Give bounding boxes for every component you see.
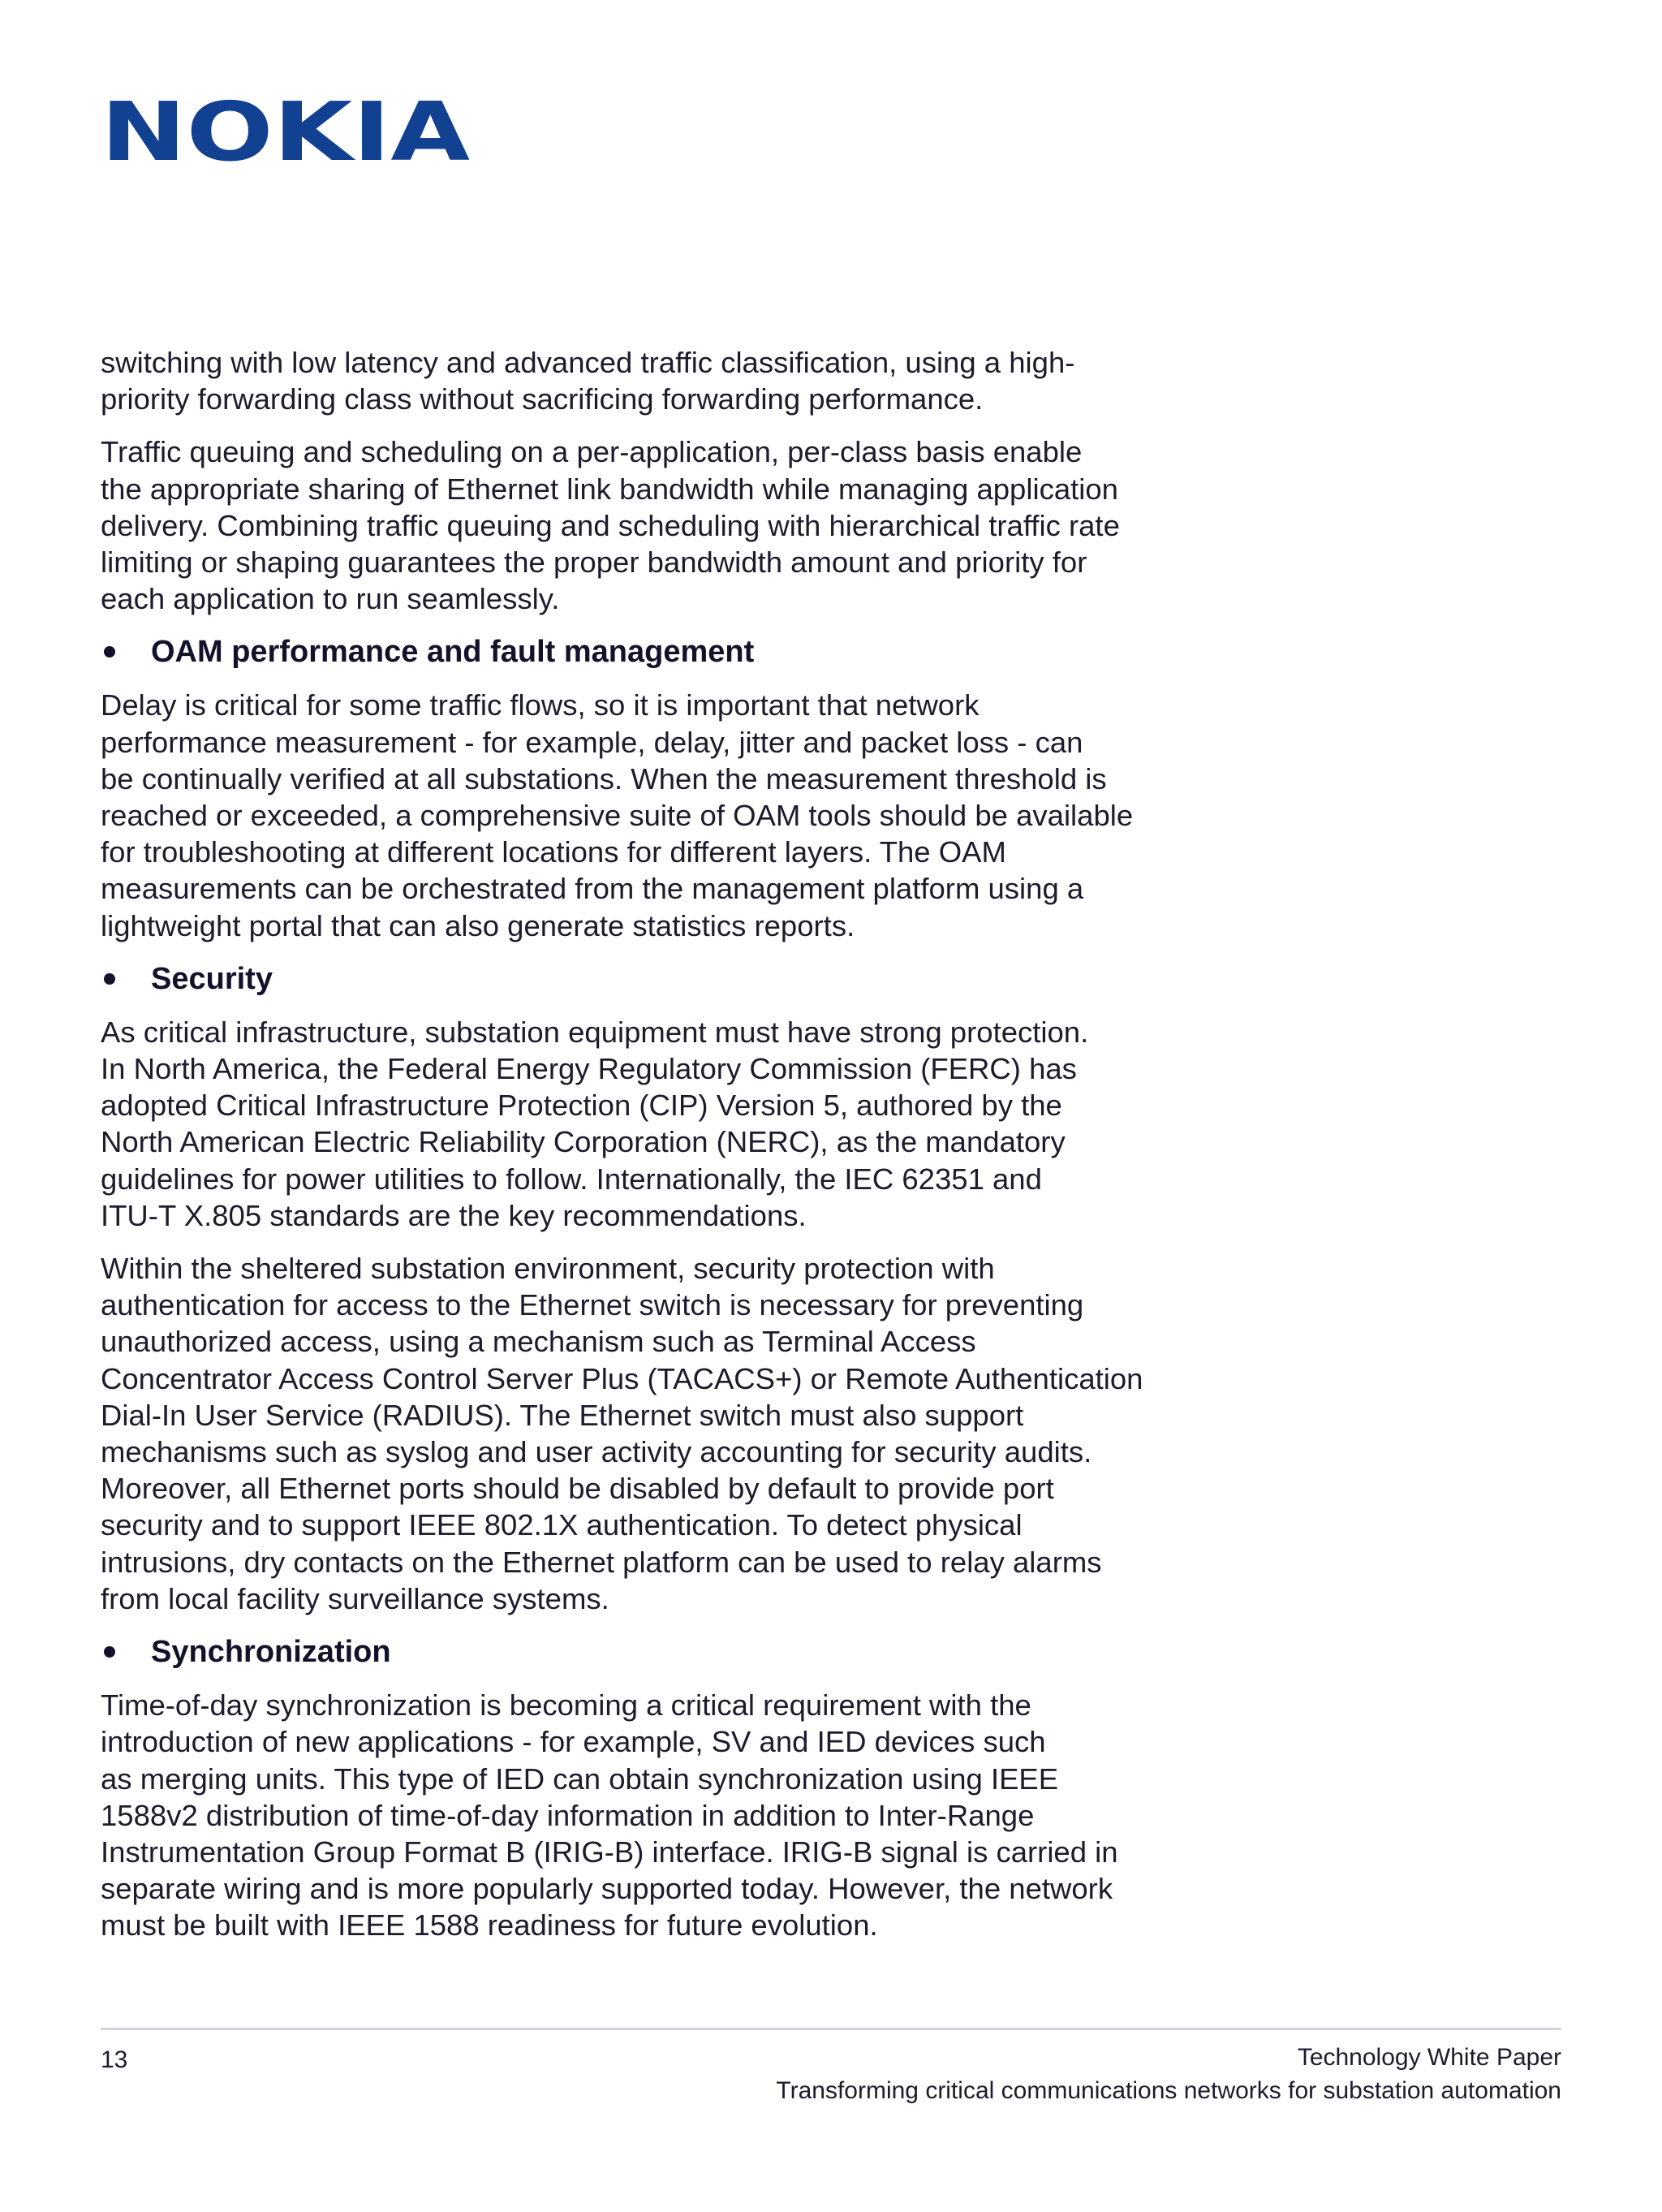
synchronization-heading-text: Synchronization xyxy=(151,1635,391,1670)
text-line: Instrumentation Group Format B (IRIG-B) interface. IRIG-B signal is carried in xyxy=(101,1835,1118,1869)
intro-paragraph xyxy=(101,344,1180,417)
text-line: introduction of new applications - for example, SV and IED devices such xyxy=(101,1725,1046,1759)
oam-heading xyxy=(101,633,1180,670)
text-line: as merging units. This type of IED can obtain synchronization using IEEE xyxy=(101,1761,1059,1796)
text-line: As critical infrastructure, substation equipment must have strong protection. xyxy=(101,1015,1089,1049)
nokia-logo-wordmark: NOKIA xyxy=(101,96,470,169)
security-paragraph-1 xyxy=(101,1014,1180,1234)
text-line: mechanisms such as syslog and user activity accounting for security audits. xyxy=(101,1435,1092,1469)
synchronization-heading xyxy=(101,1633,1180,1671)
text-line: security and to support IEEE 802.1X authentication. To detect physical xyxy=(101,1508,1023,1542)
text-line: In North America, the Federal Energy Regulatory Commission (FERC) has xyxy=(101,1052,1077,1086)
footer-doc-type: Technology White Paper xyxy=(1297,2044,1561,2071)
text-line: lightweight portal that can also generate statistics reports. xyxy=(101,908,855,942)
text-line: North American Electric Reliability Corporation (NERC), as the mandatory xyxy=(101,1125,1066,1159)
text-line: the appropriate sharing of Ethernet link bandwidth while managing application xyxy=(101,472,1118,506)
text-line: limiting or shaping guarantees the proper bandwidth amount and priority for xyxy=(101,545,1087,580)
text-line: separate wiring and is more popularly supported today. However, the network xyxy=(101,1872,1113,1906)
text-line: each application to run seamlessly. xyxy=(101,582,560,616)
oam-heading-text: OAM performance and fault management xyxy=(151,635,755,670)
text-line: switching with low latency and advanced traffic classification, using a high- xyxy=(101,346,1075,379)
text-line: from local facility surveillance systems. xyxy=(101,1581,609,1615)
nokia-logo-mark xyxy=(101,96,474,169)
text-line: Traffic queuing and scheduling on a per-application, per-class basis enable xyxy=(101,435,1083,469)
text-line: authentication for access to the Ethernet switch is necessary for preventing xyxy=(101,1288,1084,1322)
bullet-icon xyxy=(104,646,115,658)
footer-doc-title: Transforming critical communications networks for substation automation xyxy=(776,2077,1561,2104)
text-line: be continually verified at all substations. When the measurement threshold is xyxy=(101,761,1107,796)
text-line: Time-of-day synchronization is becoming a critical requirement with the xyxy=(101,1688,1031,1723)
bullet-icon xyxy=(104,1646,115,1658)
text-line: intrusions, dry contacts on the Ethernet platform can be used to relay alarms xyxy=(101,1545,1102,1579)
footer-document-info xyxy=(776,2041,1561,2107)
page-body xyxy=(101,344,1180,1960)
traffic-paragraph xyxy=(101,433,1180,617)
security-heading-text: Security xyxy=(151,961,273,996)
text-line: for troubleshooting at different locations for different layers. The OAM xyxy=(101,835,1006,869)
page-number: 13 xyxy=(101,2046,128,2073)
security-paragraph-2 xyxy=(101,1250,1180,1617)
text-line: Within the sheltered substation environment, security protection with xyxy=(101,1252,995,1286)
security-heading xyxy=(101,960,1180,998)
text-line: unauthorized access, using a mechanism such as Terminal Access xyxy=(101,1325,976,1359)
text-line: measurements can be orchestrated from the management platform using a xyxy=(101,872,1084,906)
oam-paragraph xyxy=(101,687,1180,943)
text-line: delivery. Combining traffic queuing and scheduling with hierarchical traffic rate xyxy=(101,508,1120,542)
footer-divider xyxy=(101,2028,1561,2030)
text-line: adopted Critical Infrastructure Protection (CIP) Version 5, authored by the xyxy=(101,1089,1062,1123)
bullet-icon xyxy=(104,973,115,985)
text-line: Moreover, all Ethernet ports should be disabled by default to provide port xyxy=(101,1472,1054,1506)
text-line: must be built with IEEE 1588 readiness for future evolution. xyxy=(101,1908,878,1943)
nokia-logo xyxy=(101,96,474,169)
text-line: priority forwarding class without sacrificing forwarding performance. xyxy=(101,382,984,416)
text-line: performance measurement - for example, delay, jitter and packet loss - can xyxy=(101,725,1083,759)
text-line: 1588v2 distribution of time-of-day information in addition to Inter-Range xyxy=(101,1798,1035,1832)
text-line: ITU-T X.805 standards are the key recommendations. xyxy=(101,1198,807,1232)
synchronization-paragraph xyxy=(101,1687,1180,1943)
text-line: guidelines for power utilities to follow. Internationally, the IEC 62351 and xyxy=(101,1162,1042,1196)
text-line: reached or exceeded, a comprehensive suite of OAM tools should be available xyxy=(101,799,1134,833)
text-line: Delay is critical for some traffic flows, so it is important that network xyxy=(101,688,980,722)
text-line: Dial-In User Service (RADIUS). The Ethernet switch must also support xyxy=(101,1398,1024,1432)
text-line: Concentrator Access Control Server Plus (TACACS+) or Remote Authentication xyxy=(101,1361,1143,1395)
